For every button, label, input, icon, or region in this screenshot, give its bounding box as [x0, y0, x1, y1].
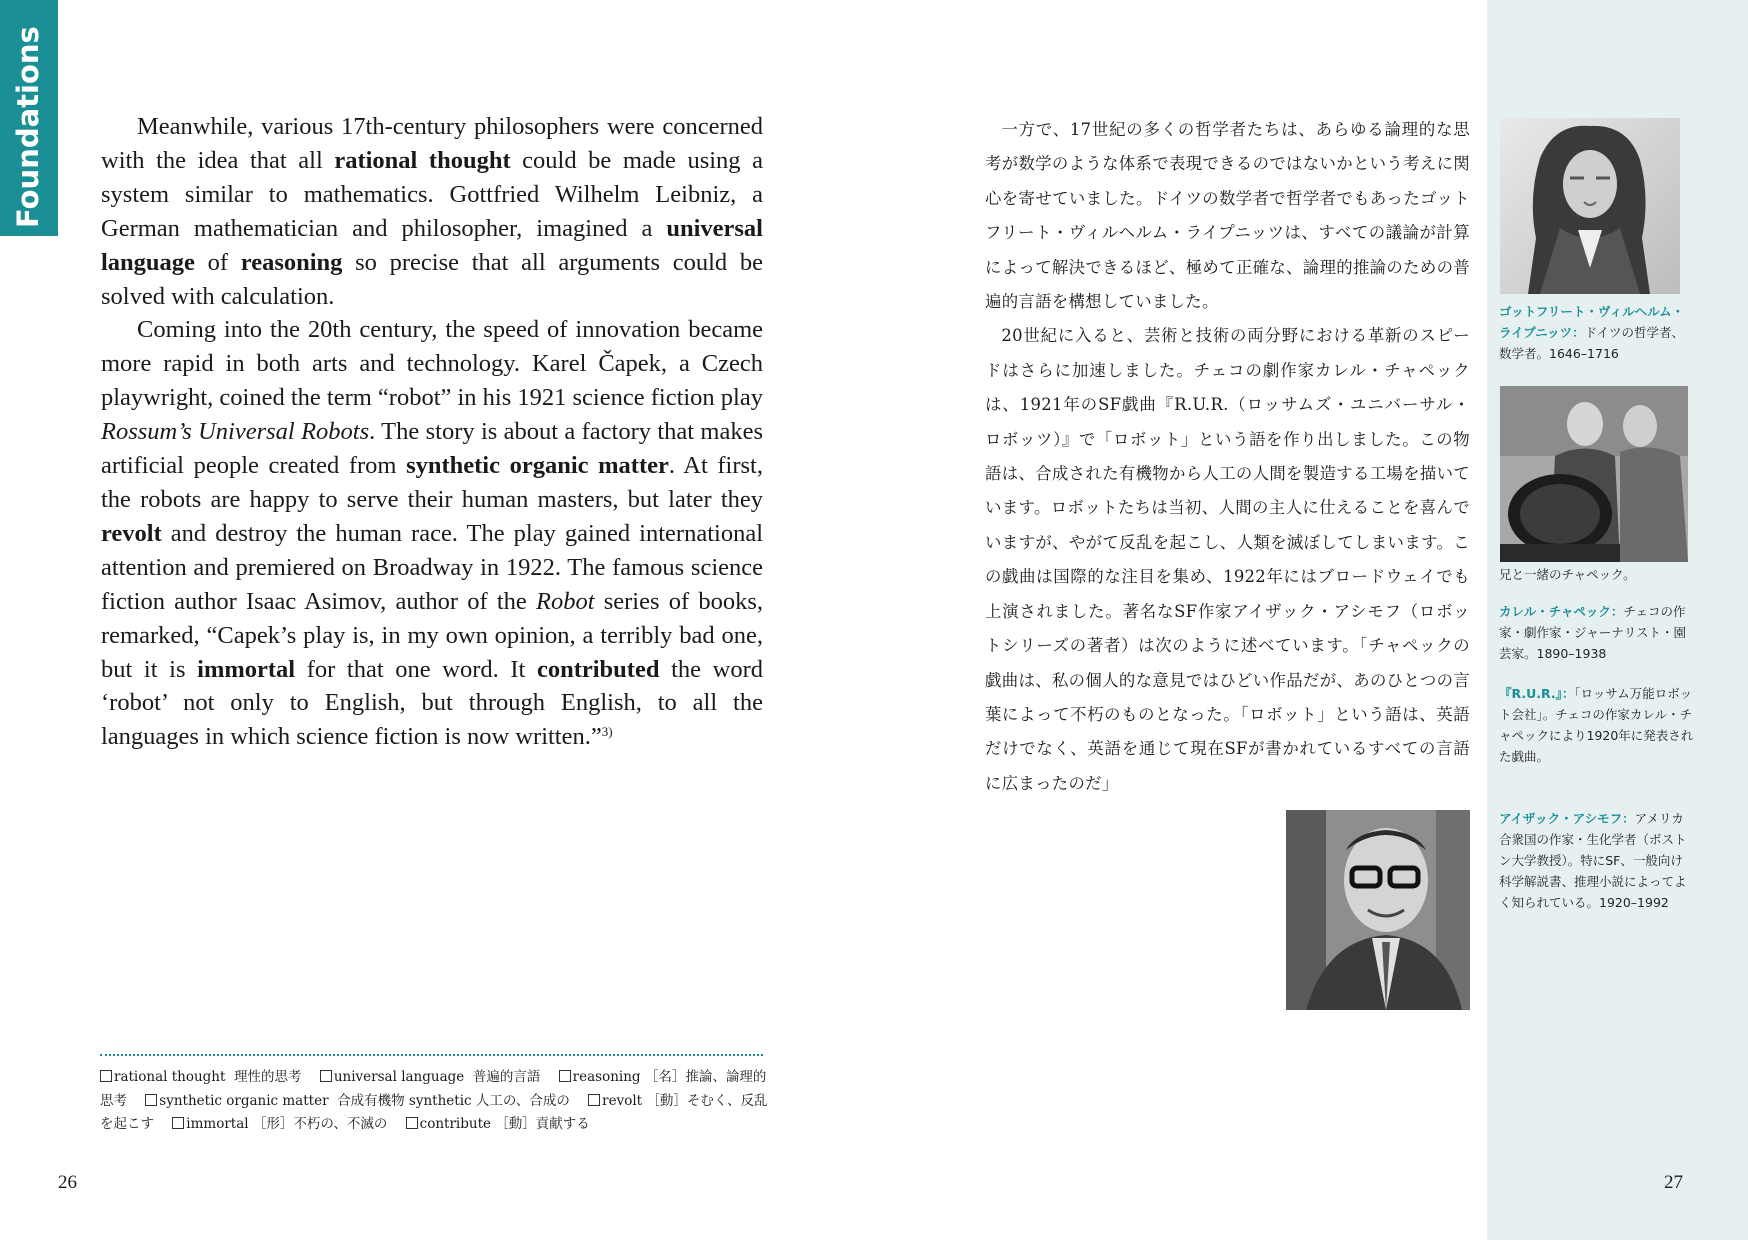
checkbox-icon	[406, 1117, 418, 1129]
checkbox-icon	[588, 1094, 600, 1106]
english-body	[101, 110, 763, 754]
checkbox-icon	[172, 1117, 184, 1129]
vocab-item: revolt ［動］そむく、反乱を起こす	[100, 1092, 768, 1132]
vocab-item: immortal ［形］不朽の、不滅の	[172, 1116, 387, 1132]
page-number-right: 27	[1664, 1172, 1683, 1193]
leibniz-portrait-image	[1500, 118, 1680, 294]
caption-rur: 『R.U.R.』：「ロッサム万能ロボット会社」。チェコの作家カレル・チャペックにより1920年に発表された戯曲。	[1499, 686, 1694, 764]
japanese-body	[985, 113, 1470, 801]
english-paragraph-1: Meanwhile, various 17th-century philosophers were concerned with the idea that all rational thought could be made using a system similar to mathematics. Gottfried Wilhelm Leibniz, a German mathematician and philosopher, imagined a universal language of reasoning so precise that all arguments could be solved with calculation.	[101, 113, 763, 310]
vocab-item: rational thought 理性的思考	[100, 1069, 302, 1085]
asimov-photo-image	[1286, 810, 1470, 1010]
footnote-ref: 3)	[601, 724, 613, 740]
vocab-item: universal language 普遍的言語	[320, 1069, 541, 1085]
japanese-paragraph-1: 一方で、17世紀の多くの哲学者たちは、あらゆる論理的な思考が数学のような体系で表現できるのではないかという考えに関心を寄せていました。ドイツの数学者で哲学者でもあったゴットフリート・ヴィルヘルム・ライプニッツは、すべての議論が計算によって解決できるほど、極めて正確な、論理的推論のための普遍的言語を構想していました。	[985, 120, 1470, 312]
japanese-paragraph-2: 20世紀に入ると、芸術と技術の両分野における革新のスピードはさらに加速しました。チェコの劇作家カレル・チャペックは、1921年のSF戯曲『R.U.R.（ロッサムズ・ユニバーサル・ロボッツ）』で「ロボット」という語を作り出しました。この物語は、合成された有機物から人工の人間を製造する工場を描いています。ロボットたちは当初、人間の主人に仕えることを喜んでいますが、やがて反乱を起こし、人類を滅ぼしてしまいます。この戯曲は国際的な注目を集め、1922年にはブロードウェイでも上演されました。著名なSF作家アイザック・アシモフ（ロボットシリーズの著者）は次のように述べています。「チャペックの戯曲は、私の個人的な意見ではひどい作品だが、あのひとつの言葉によって不朽のものとなった。「ロボット」という語は、英語だけでなく、英語を通じて現在SFが書かれているすべての言語に広まったのだ」	[985, 326, 1470, 793]
leibniz-portrait	[1500, 118, 1680, 294]
vocab-item: contribute ［動］貢献する	[406, 1116, 590, 1132]
vocab-item: synthetic organic matter 合成有機物 synthetic 人工の、合成の	[145, 1093, 570, 1109]
vocab-item: reasoning ［名］推論、論理的思考	[100, 1069, 767, 1109]
english-paragraph-2: Coming into the 20th century, the speed of innovation became more rapid in both arts and technology. Karel Čapek, a Czech playwright, coined the term “robot” in his 1921 science fiction play Rossum’s Universal Robots. The story is about a factory that makes artificial people created from synthetic organic matter. At first, the robots are happy to serve their human masters, but later they revolt and destroy the human race. The play gained international attention and premiered on Broadway in 1922. The famous science fiction author Isaac Asimov, author of the Robot series of books, remarked, “Capek’s play is, in my own opinion, a terribly bad one, but it is immortal for that one word. It contributed the word ‘robot’ not only to English, but through English, to all the languages in which science fiction is now written.”$^{3)}$	[101, 316, 763, 751]
caption-capek-photo: 兄と一緒のチャペック。	[1499, 567, 1636, 582]
caption-asimov: アイザック・アシモフ：アメリカ合衆国の作家・生化学者（ボストン大学教授）。特にSF、一般向け科学解説書、推理小説によってよく知られている。1920–1992	[1499, 811, 1687, 910]
capek-photo-image	[1500, 386, 1688, 562]
asimov-photo	[1286, 810, 1470, 1010]
caption-leibniz: ゴットフリート・ヴィルヘルム・ライプニッツ：ドイツの哲学者、数学者。1646–1716	[1499, 304, 1685, 361]
capek-photo	[1500, 386, 1688, 562]
section-tab-label: Foundations	[11, 26, 45, 228]
checkbox-icon	[320, 1070, 332, 1082]
checkbox-icon	[145, 1094, 157, 1106]
checkbox-icon	[559, 1070, 571, 1082]
checkbox-icon	[100, 1070, 112, 1082]
caption-capek: カレル・チャペック：チェコの作家・劇作家・ジャーナリスト・園芸家。1890–1938	[1499, 604, 1687, 661]
vocab-divider	[100, 1054, 763, 1056]
page-number-left: 26	[58, 1172, 77, 1193]
vocabulary-list	[100, 1066, 768, 1137]
